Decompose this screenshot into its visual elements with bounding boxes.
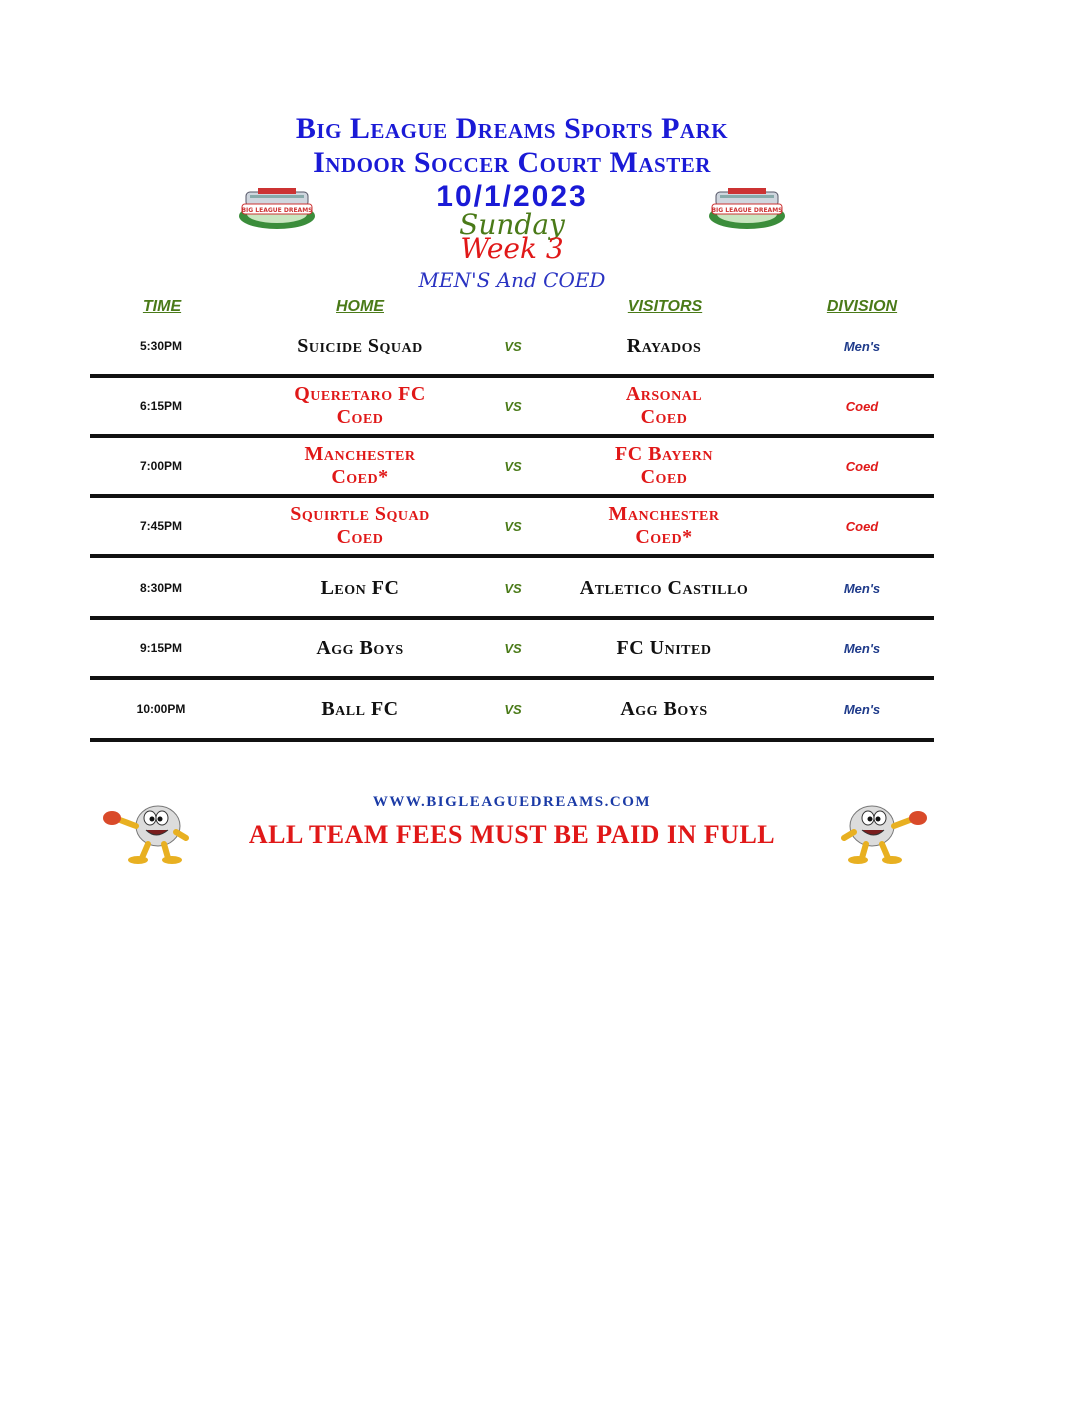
court-master-title: Indoor Soccer Court Master [313, 146, 711, 179]
game-time: 5:30PM [139, 339, 183, 353]
schedule-row [90, 620, 934, 680]
schedule-row [90, 438, 934, 498]
division-label: Men's [843, 701, 881, 717]
column-header-time: TIME [142, 298, 182, 315]
versus-label: VS [504, 580, 522, 596]
row-divider [90, 738, 934, 742]
versus-label: VS [504, 640, 522, 656]
schedule-row [90, 498, 934, 558]
schedule-week: Week 3 [460, 232, 564, 265]
home-team-line: Suicide Squad [297, 334, 423, 357]
schedule-row [90, 378, 934, 438]
game-time: 8:30PM [139, 581, 183, 595]
row-divider [90, 554, 934, 558]
home-team [250, 680, 470, 738]
home-team-line: Coed [336, 406, 384, 428]
home-team-line: Coed* [331, 466, 389, 488]
visitor-team [554, 560, 774, 616]
visitor-team-line: FC United [616, 636, 712, 659]
home-team-line: Manchester [304, 443, 416, 465]
division-label: Coed [845, 398, 879, 414]
division-label: Men's [843, 580, 881, 596]
home-team-line: Coed [336, 526, 384, 548]
schedule-row [90, 318, 934, 378]
home-team [250, 438, 470, 494]
stadium-logo-left [236, 186, 318, 232]
game-time: 9:15PM [139, 641, 183, 655]
game-time: 6:15PM [139, 399, 183, 413]
versus-label: VS [504, 701, 522, 717]
versus-label: VS [504, 398, 522, 414]
home-team-line: Squirtle Squad [290, 503, 430, 525]
schedule-day: Sunday [459, 208, 565, 241]
visitor-team-line: FC Bayern [615, 443, 713, 465]
visitor-team [554, 620, 774, 676]
visitor-team [554, 378, 774, 434]
division-subtitle: MEN'S And COED [418, 268, 606, 292]
game-time: 7:00PM [139, 459, 183, 473]
column-header-visitors: VISITORS [627, 298, 703, 315]
visitor-team [554, 498, 774, 554]
home-team-line: Leon FC [320, 576, 400, 599]
division-label: Coed [845, 458, 879, 474]
visitor-team-line: Coed [640, 466, 688, 488]
visitor-team-line: Arsonal [625, 383, 703, 405]
baseball-mascot-right-icon [836, 796, 932, 866]
schedule-date: 10/1/2023 [436, 180, 588, 213]
visitor-team-line: Atletico Castillo [579, 576, 749, 599]
stadium-logo-right [706, 186, 788, 232]
home-team [250, 560, 470, 616]
visitor-team-line: Agg Boys [620, 697, 708, 720]
home-team [250, 378, 470, 434]
home-team-line: Agg Boys [316, 636, 404, 659]
visitor-team-line: Coed* [635, 526, 693, 548]
visitor-team [554, 680, 774, 738]
baseball-mascot-left-icon [98, 796, 194, 866]
division-label: Men's [843, 640, 881, 656]
home-team [250, 620, 470, 676]
home-team-line: Ball FC [321, 697, 399, 720]
division-label: Coed [845, 518, 879, 534]
schedule-row [90, 680, 934, 742]
versus-label: VS [504, 518, 522, 534]
park-title: Big League Dreams Sports Park [295, 112, 729, 145]
home-team-line: Queretaro FC [294, 383, 426, 405]
visitor-team-line: Coed [640, 406, 688, 428]
visitor-team [554, 318, 774, 374]
column-header-home: HOME [336, 298, 384, 315]
game-time: 7:45PM [139, 519, 183, 533]
visitor-team [554, 438, 774, 494]
visitor-team-line: Rayados [626, 334, 702, 357]
column-header-division: DIVISION [826, 298, 898, 315]
versus-label: VS [504, 338, 522, 354]
game-time: 10:00PM [136, 702, 186, 716]
home-team [250, 318, 470, 374]
logo-right-text: BIG LEAGUE DREAMS [711, 207, 783, 214]
fees-notice: ALL TEAM FEES MUST BE PAID IN FULL [248, 820, 776, 849]
logo-left-text: BIG LEAGUE DREAMS [241, 207, 313, 214]
schedule-row [90, 560, 934, 620]
division-label: Men's [843, 338, 881, 354]
visitor-team-line: Manchester [608, 503, 720, 525]
website-link[interactable]: WWW.BIGLEAGUEDREAMS.COM [372, 794, 652, 810]
versus-label: VS [504, 458, 522, 474]
home-team [250, 498, 470, 554]
